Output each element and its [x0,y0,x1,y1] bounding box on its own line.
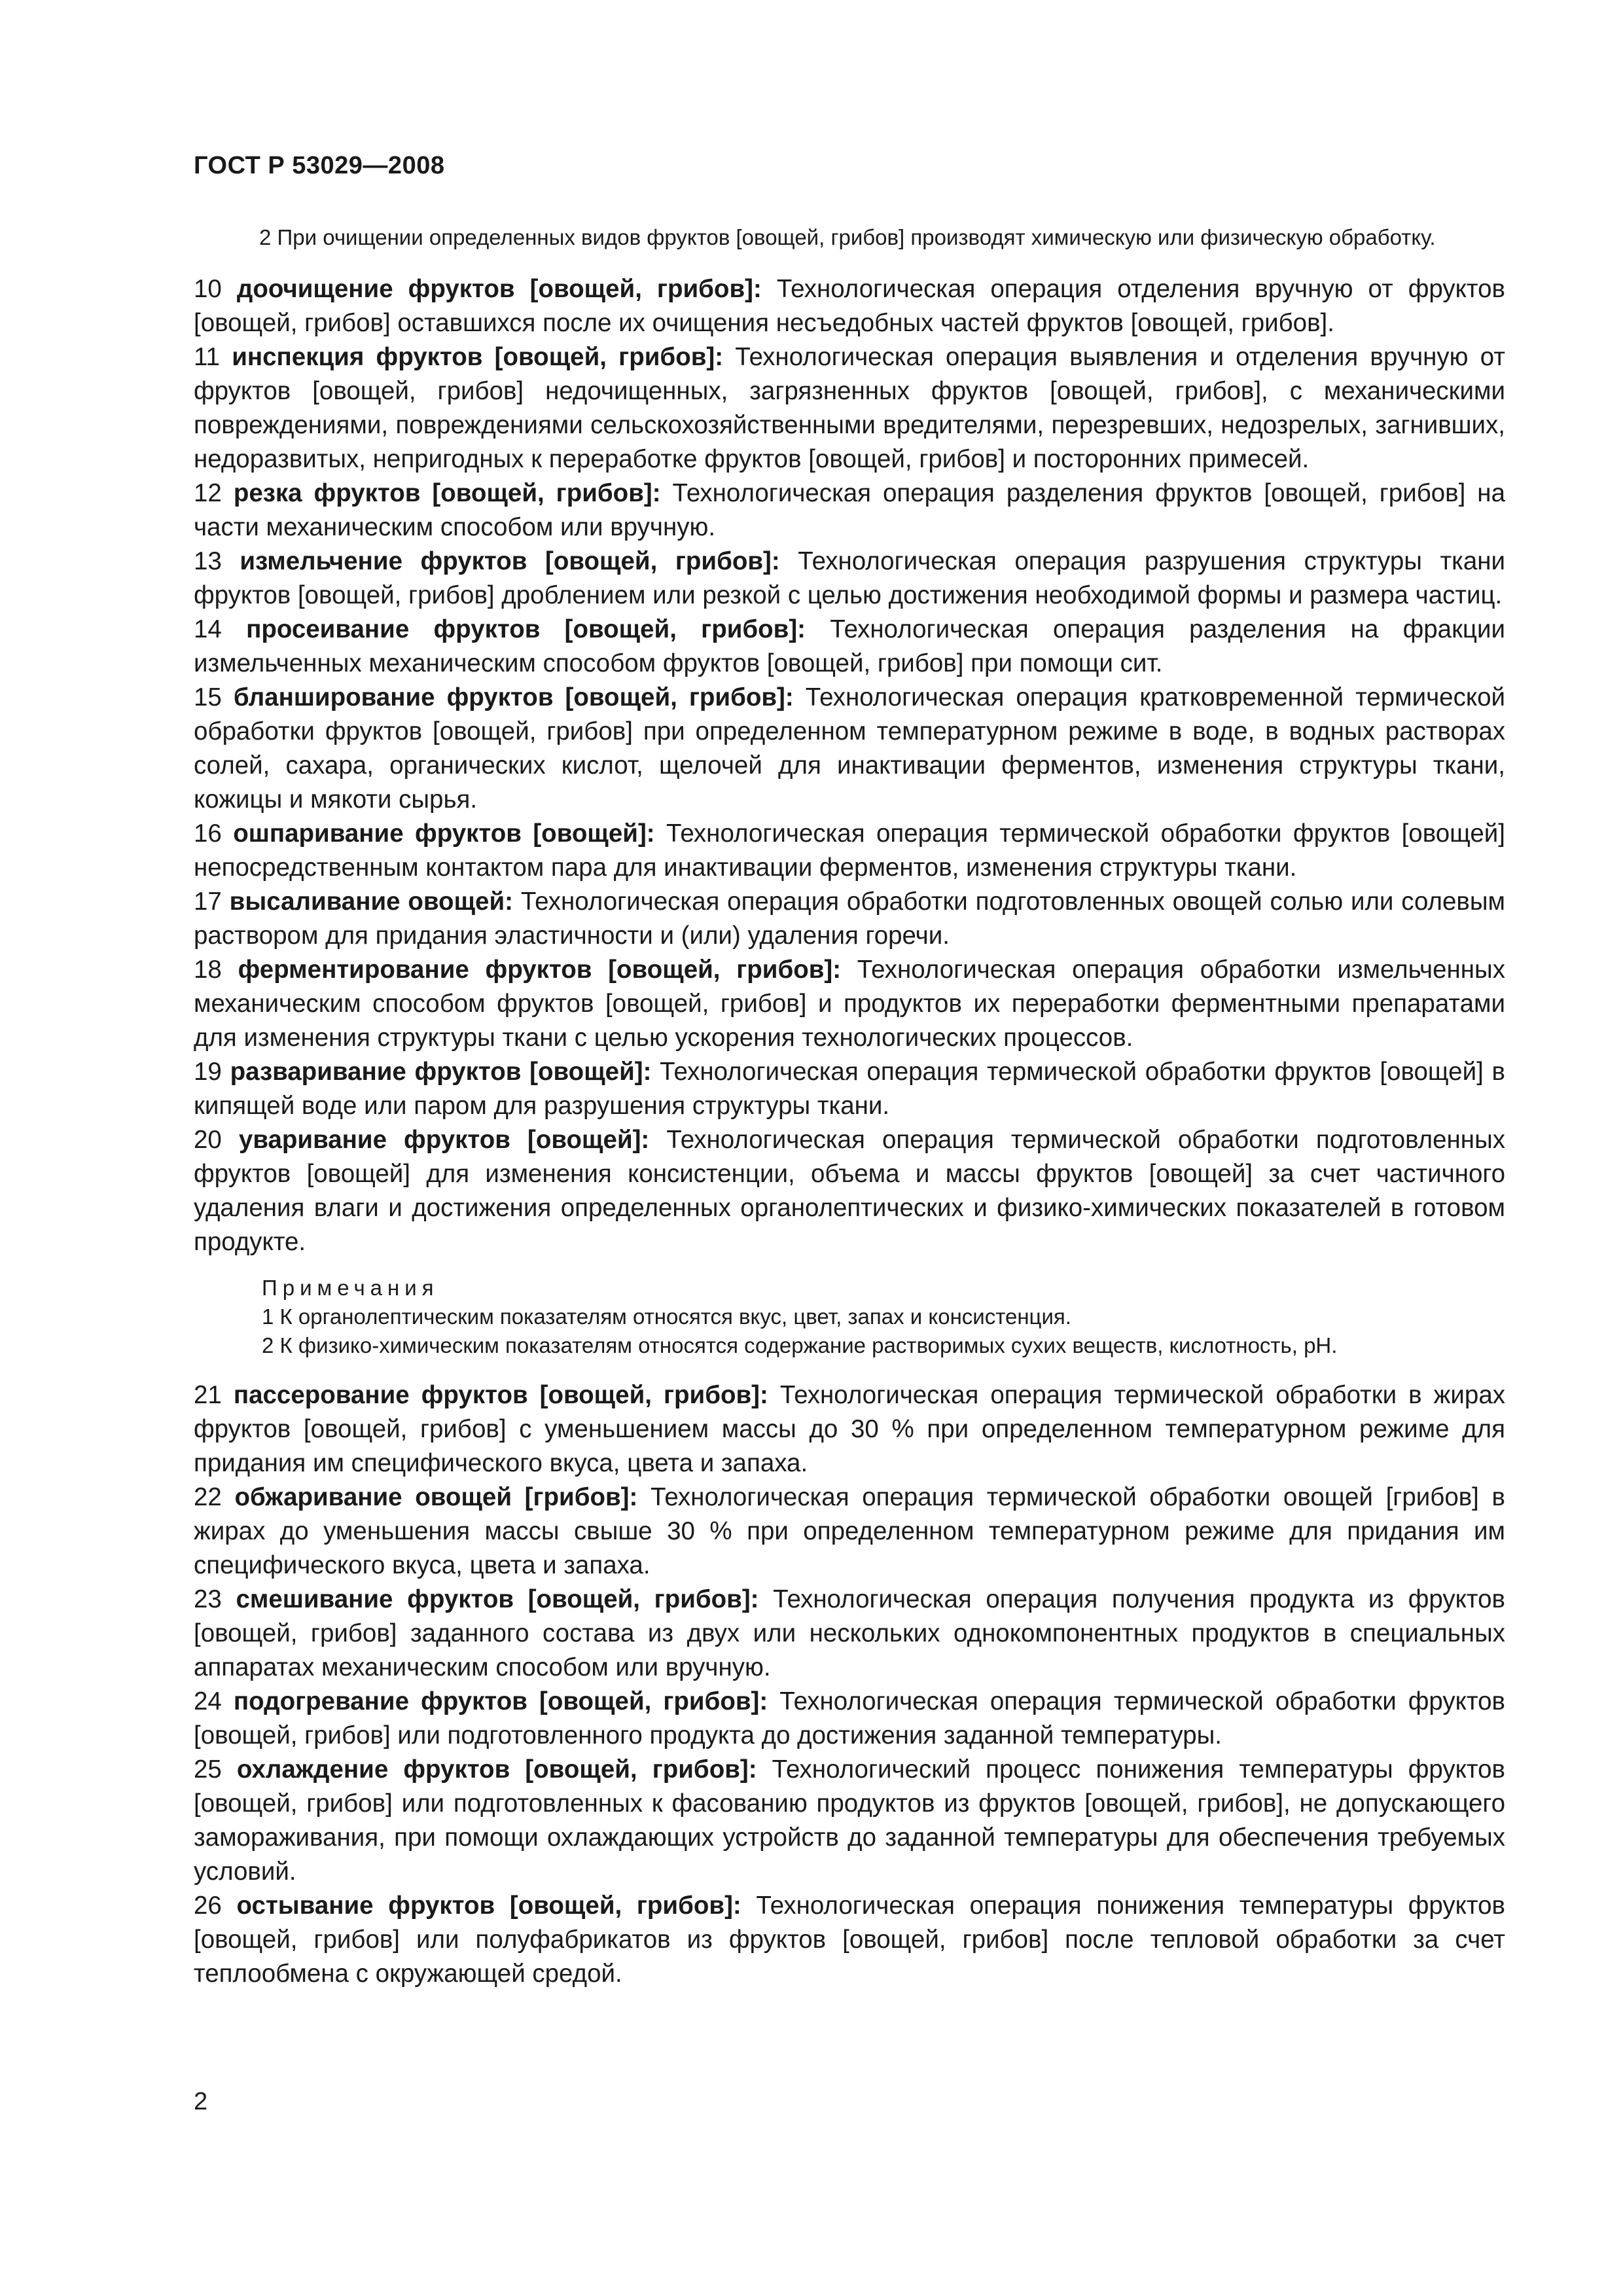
term-name: остывание фруктов [овощей, грибов]: [236,1892,741,1920]
term-number: 18 [194,956,222,984]
term-number: 21 [194,1381,222,1409]
term-name: ферментирование фруктов [овощей, грибов]: [238,956,842,984]
term-entry-16 [194,817,1505,885]
top-note: 2 При очищении определенных видов фруктов [овощей, грибов] производят химическую или физическую обработку. [259,225,1436,249]
term-name: обжаривание овощей [грибов]: [234,1483,638,1511]
term-name: смешивание фруктов [овощей, грибов]: [236,1585,759,1613]
term-number: 15 [194,683,222,711]
term-number: 26 [194,1892,222,1920]
term-definition: Технологическая операция понижения температуры фруктов [овощей, грибов] или полуфабрикатов из фруктов [овощей, грибов] после тепловой обработки за счет теплообмена с окружающей средой. [194,1892,1505,1988]
term-number: 14 [194,615,222,643]
term-entry-19 [194,1055,1505,1123]
term-name: ошпаривание фруктов [овощей]: [233,819,655,848]
term-entry-26 [194,1889,1505,1991]
term-number: 17 [194,888,222,916]
term-definition: Технологическая операция кратковременной термической обработки фруктов [овощей, грибов] при определенном температурном режиме в воде, в водных растворах солей, сахара, органических кислот, щелочей для инактивации ферментов, изменения структуры ткани, кожицы и мякоти сырья. [194,683,1506,814]
term-name: бланширование фруктов [овощей, грибов]: [233,683,794,711]
term-definition: Технологическая операция обработки подготовленных овощей солью или солевым раствором для придания эластичности и (или) удаления горечи. [194,888,1505,950]
term-name: высаливание овощей: [229,888,513,916]
terms-list-b [194,1378,1505,1991]
term-definition: Технологическая операция получения продукта из фруктов [овощей, грибов] заданного состава из двух или нескольких однокомпонентных продуктов в специальных аппаратах механическим способом или вручную. [194,1585,1505,1681]
term-name: резка фруктов [овощей, грибов]: [233,479,661,507]
term-definition: Технологическая операция термической обработки фруктов [овощей] непосредственным контактом пара для инактивации ферментов, изменения структуры ткани. [194,819,1505,882]
term-entry-24 [194,1685,1505,1753]
term-number: 23 [194,1585,222,1613]
page-number: 2 [194,2088,208,2115]
term-name: охлаждение фруктов [овощей, грибов]: [236,1755,757,1784]
term-definition: Технологический процесс понижения температуры фруктов [овощей, грибов] или подготовленных к фасованию продуктов из фруктов [овощей, грибов], не допускающего замораживания, при помощи охлаждающих устройств до заданной температуры для обеспечения требуемых условий. [194,1755,1505,1886]
term-name: инспекция фруктов [овощей, грибов]: [232,343,724,371]
term-entry-10 [194,272,1505,340]
term-entry-25 [194,1753,1505,1889]
term-entry-14 [194,613,1505,681]
term-entry-13 [194,545,1505,613]
term-number: 19 [194,1058,222,1086]
term-definition: Технологическая операция обработки измельченных механическим способом фруктов [овощей, грибов] и продуктов их переработки ферментными препаратами для изменения структуры ткани с целью ускорения технологических процессов. [194,956,1505,1052]
term-name: пассерование фруктов [овощей, грибов]: [233,1381,768,1409]
term-definition: Технологическая операция термической обработки овощей [грибов] в жирах до уменьшения массы свыше 30 % при определенном температурном режиме для придания им специфического вкуса, цвета и запаха. [194,1483,1506,1579]
term-name: разваривание фруктов [овощей]: [230,1058,652,1086]
term-number: 12 [194,479,222,507]
term-entry-11 [194,340,1505,476]
term-number: 22 [194,1483,222,1511]
term-entry-21 [194,1378,1505,1480]
term-entry-18 [194,953,1505,1055]
term-definition: Технологическая операция разделения на фракции измельченных механическим способом фруктов [овощей, грибов] при помощи сит. [194,615,1505,677]
term-number: 13 [194,547,222,575]
term-definition: Технологическая операция выявления и отделения вручную от фруктов [овощей, грибов] недочищенных, загрязненных фруктов [овощей, грибов], с механическими повреждениями, повреждениями сельскохозяйственными вредителями, перезревших, недозрелых, загнивших, недоразвитых, непригодных к переработке фруктов [овощей, грибов] и посторонних примесей. [194,343,1505,473]
term-name: доочищение фруктов [овощей, грибов]: [236,275,762,303]
term-number: 11 [194,343,220,371]
note-item: 2 К физико-химическим показателям относятся содержание растворимых сухих веществ, кислотность, рН. [262,1333,1338,1357]
term-number: 20 [194,1126,222,1154]
term-entry-23 [194,1583,1505,1685]
notes-block [262,1274,1505,1360]
term-entry-12 [194,476,1505,545]
term-number: 16 [194,819,222,848]
term-definition: Технологическая операция термической обработки подготовленных фруктов [овощей] для изменения консистенции, объема и массы фруктов [овощей] за счет частичного удаления влаги и достижения определенных органолептических и физико-химических показателей в готовом продукте. [194,1126,1505,1256]
term-definition: Технологическая операция термической обработки в жирах фруктов [овощей, грибов] с уменьшением массы до 30 % при определенном температурном режиме для придания им специфического вкуса, цвета и запаха. [194,1381,1505,1477]
page-content [194,223,1505,1991]
term-entry-20 [194,1123,1505,1259]
term-name: просеивание фруктов [овощей, грибов]: [246,615,806,643]
term-entry-15 [194,681,1505,817]
term-definition: Технологическая операция разделения фруктов [овощей, грибов] на части механическим способом или вручную. [194,479,1505,541]
term-name: подогревание фруктов [овощей, грибов]: [233,1687,768,1715]
term-definition: Технологическая операция отделения вручную от фруктов [овощей, грибов] оставшихся после их очищения несъедобных частей фруктов [овощей, грибов]. [194,275,1506,337]
note-item: 1 К органолептическим показателям относятся вкус, цвет, запах и консистенция. [262,1304,1071,1329]
term-entry-22 [194,1480,1505,1583]
term-definition: Технологическая операция термической обработки фруктов [овощей, грибов] или подготовленного продукта до достижения заданной температуры. [194,1687,1506,1749]
notes-title: Примечания [262,1276,439,1300]
term-name: измельчение фруктов [овощей, грибов]: [240,547,780,575]
term-number: 25 [194,1755,222,1784]
term-name: уваривание фруктов [овощей]: [238,1126,650,1154]
document-code: ГОСТ Р 53029—2008 [194,152,445,179]
term-definition: Технологическая операция разрушения структуры ткани фруктов [овощей, грибов] дроблением или резкой с целью достижения необходимой формы и размера частиц. [194,547,1506,609]
term-entry-17 [194,885,1505,953]
term-definition: Технологическая операция термической обработки фруктов [овощей] в кипящей воде или паром для разрушения структуры ткани. [194,1058,1505,1120]
term-number: 10 [194,275,222,303]
term-number: 24 [194,1687,222,1715]
terms-list-a [194,272,1505,1259]
